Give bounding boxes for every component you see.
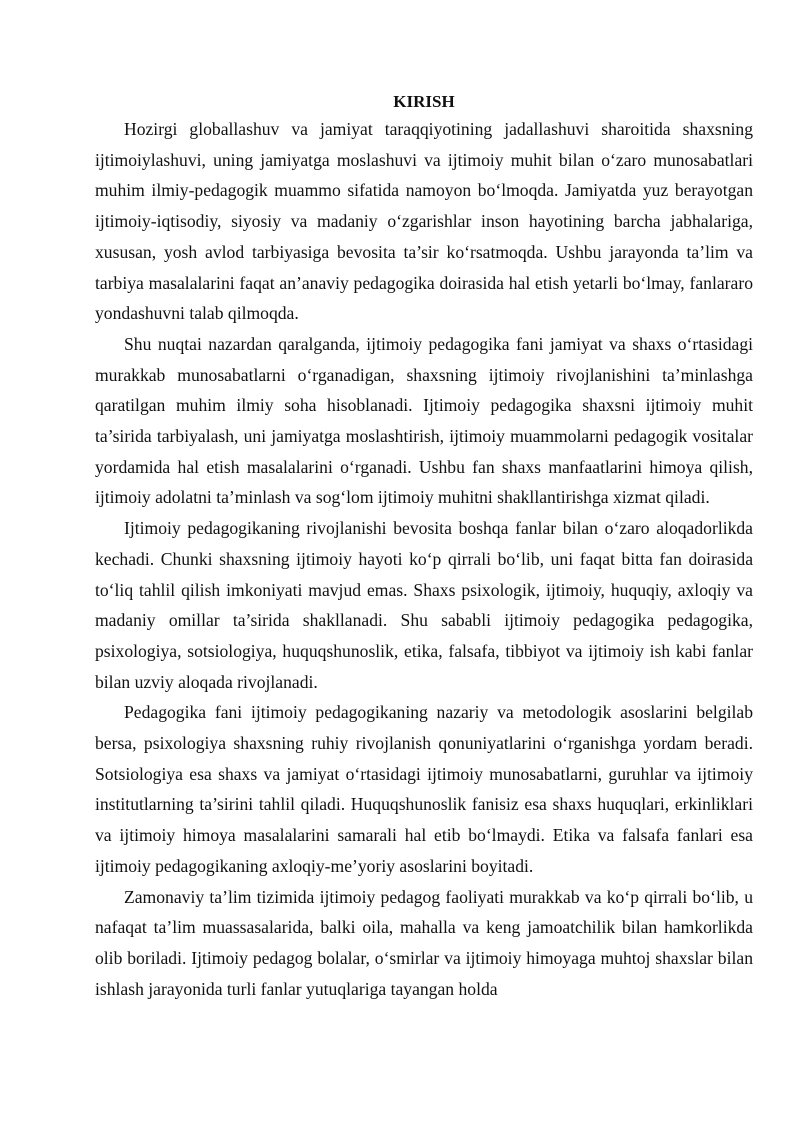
paragraph-5: Zamonaviy ta’lim tizimida ijtimoiy pedagog faoliyati murakkab va ko‘p qirrali bo‘lib, u nafaqat ta’lim muassasalarida, balki oila, mahalla va keng jamoatchilik bilan hamkorlikda olib boriladi. Ijtimoiy pedagog bolalar, o‘smirlar va ijtimoiy himoyaga muhtoj shaxslar bilan ishlash jarayonida turli fanlar yutuqlariga tayangan holda: [95, 886, 753, 999]
paragraph-2: Shu nuqtai nazardan qaralganda, ijtimoiy pedagogika fani jamiyat va shaxs o‘rtasidagi murakkab munosabatlarni o‘rganadigan, shaxsning ijtimoiy rivojlanishini ta’minlashga qaratilgan muhim ilmiy soha hisoblanadi. Ijtimoiy pedagogika shaxsni ijtimoiy muhit ta’sirida tarbiyalash, uni jamiyatga moslashtirish, ijtimoiy muammolarni pedagogik vositalar yordamida hal etish masalalarini o‘rganadi. Ushbu fan shaxs manfaatlarini himoya qilish, ijtimoiy adolatni ta’minlash va sog‘lom ijtimoiy muhitni shakllantirishga xizmat qiladi.: [95, 333, 753, 508]
section-title: KIRISH: [393, 92, 455, 111]
document-body: [95, 90, 753, 1004]
paragraph-3: Ijtimoiy pedagogikaning rivojlanishi bevosita boshqa fanlar bilan o‘zaro aloqadorlikda kechadi. Chunki shaxsning ijtimoiy hayoti ko‘p qirrali bo‘lib, uni faqat bitta fan doirasida to‘liq tahlil qilish imkoniyati mavjud emas. Shaxs psixologik, ijtimoiy, huquqiy, axloqiy va madaniy omillar ta’sirida shakllanadi. Shu sababli ijtimoiy pedagogika pedagogika, psixologiya, sotsiologiya, huquqshunoslik, etika, falsafa, tibbiyot va ijtimoiy ish kabi fanlar bilan uzviy aloqada rivojlanadi.: [95, 518, 753, 692]
paragraph-4: Pedagogika fani ijtimoiy pedagogikaning nazariy va metodologik asoslarini belgilab bersa, psixologiya shaxsning ruhiy rivojlanish qonuniyatlarini o‘rganishga yordam beradi. Sotsiologiya esa shaxs va jamiyat o‘rtasidagi ijtimoiy munosabatlarni, guruhlar va ijtimoiy institutlarning ta’sirini tahlil qiladi. Huquqshunoslik fanisiz esa shaxs huquqlari, erkinliklari va ijtimoiy himoya masalalarini samarali hal etib bo‘lmaydi. Etika va falsafa fanlari esa ijtimoiy pedagogikaning axloqiy-me’yoriy asoslarini boyitadi.: [95, 702, 753, 876]
paragraph-1: Hozirgi globallashuv va jamiyat taraqqiyotining jadallashuvi sharoitida shaxsning ijtimoiylashuvi, uning jamiyatga moslashuvi va ijtimoiy muhit bilan o‘zaro munosabatlari muhim ilmiy-pedagogik muammo sifatida namoyon bo‘lmoqda. Jamiyatda yuz berayotgan ijtimoiy-iqtisodiy, siyosiy va madaniy o‘zgarishlar inson hayotining barcha jabhalariga, xususan, yosh avlod tarbiyasiga bevosita ta’sir ko‘rsatmoqda. Ushbu jarayonda ta’lim va tarbiya masalalarini faqat an’anaviy pedagogika doirasida hal etish yetarli bo‘lmay, fanlararo yondashuvni talab qilmoqda.: [95, 119, 753, 324]
